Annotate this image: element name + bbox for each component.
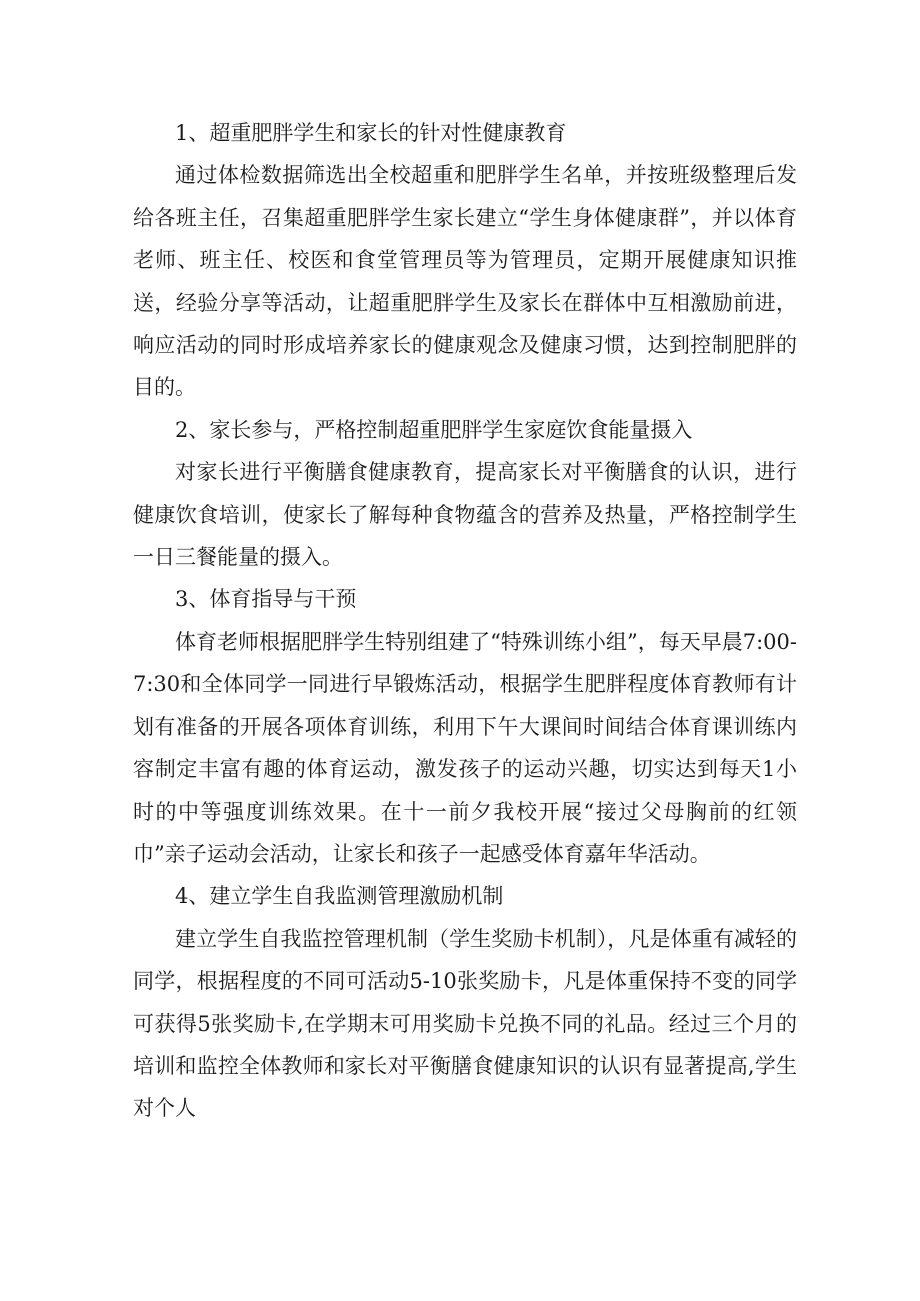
section-heading-3: 3、体育指导与干预 [175,587,357,612]
section-paragraph-2: 对家长进行平衡膳食健康教育，提高家长对平衡膳食的认识，进行健康饮食培训，使家长了解每种食物蕴含的营养及热量，严格控制学生一日三餐能量的摄入。 [133,460,797,570]
document-body [133,112,797,1130]
section-paragraph-1: 通过体检数据筛选出全校超重和肥胖学生名单，并按班级整理后发给各班主任，召集超重肥胖学生家长建立“学生身体健康群”，并以体育老师、班主任、校医和食堂管理员等为管理员，定期开展健康知识推送，经验分享等活动，让超重肥胖学生及家长在群体中互相激励前进，响应活动的同时形成培养家长的健康观念及健康习惯，达到控制肥胖的目的。 [133,163,797,400]
section-paragraph-3: 体育老师根据肥胖学生特别组建了“特殊训练小组”，每天早晨7:00-7:30和全体同学一同进行早锻炼活动，根据学生肥胖程度体育教师有计划有准备的开展各项体育训练，利用下午大课间时间结合体育课训练内容制定丰富有趣的体育运动，激发孩子的运动兴趣，切实达到每天1小时的中等强度训练效果。在十一前夕我校开展“接过父母胸前的红领巾”亲子运动会活动，让家长和孩子一起感受体育嘉年华活动。 [133,629,797,866]
section-heading-2: 2、家长参与，严格控制超重肥胖学生家庭饮食能量摄入 [175,417,693,442]
section-paragraph-4: 建立学生自我监控管理机制（学生奖励卡机制），凡是体重有减轻的同学，根据程度的不同可活动5-10张奖励卡，凡是体重保持不变的同学可获得5张奖励卡,在学期末可用奖励卡兑换不同的礼品。经过三个月的培训和监控全体教师和家长对平衡膳食健康知识的认识有显著提高,学生对个人 [133,926,797,1121]
section-heading-1: 1、超重肥胖学生和家长的针对性健康教育 [175,121,567,145]
section-heading-4: 4、建立学生自我监测管理激励机制 [175,884,504,909]
